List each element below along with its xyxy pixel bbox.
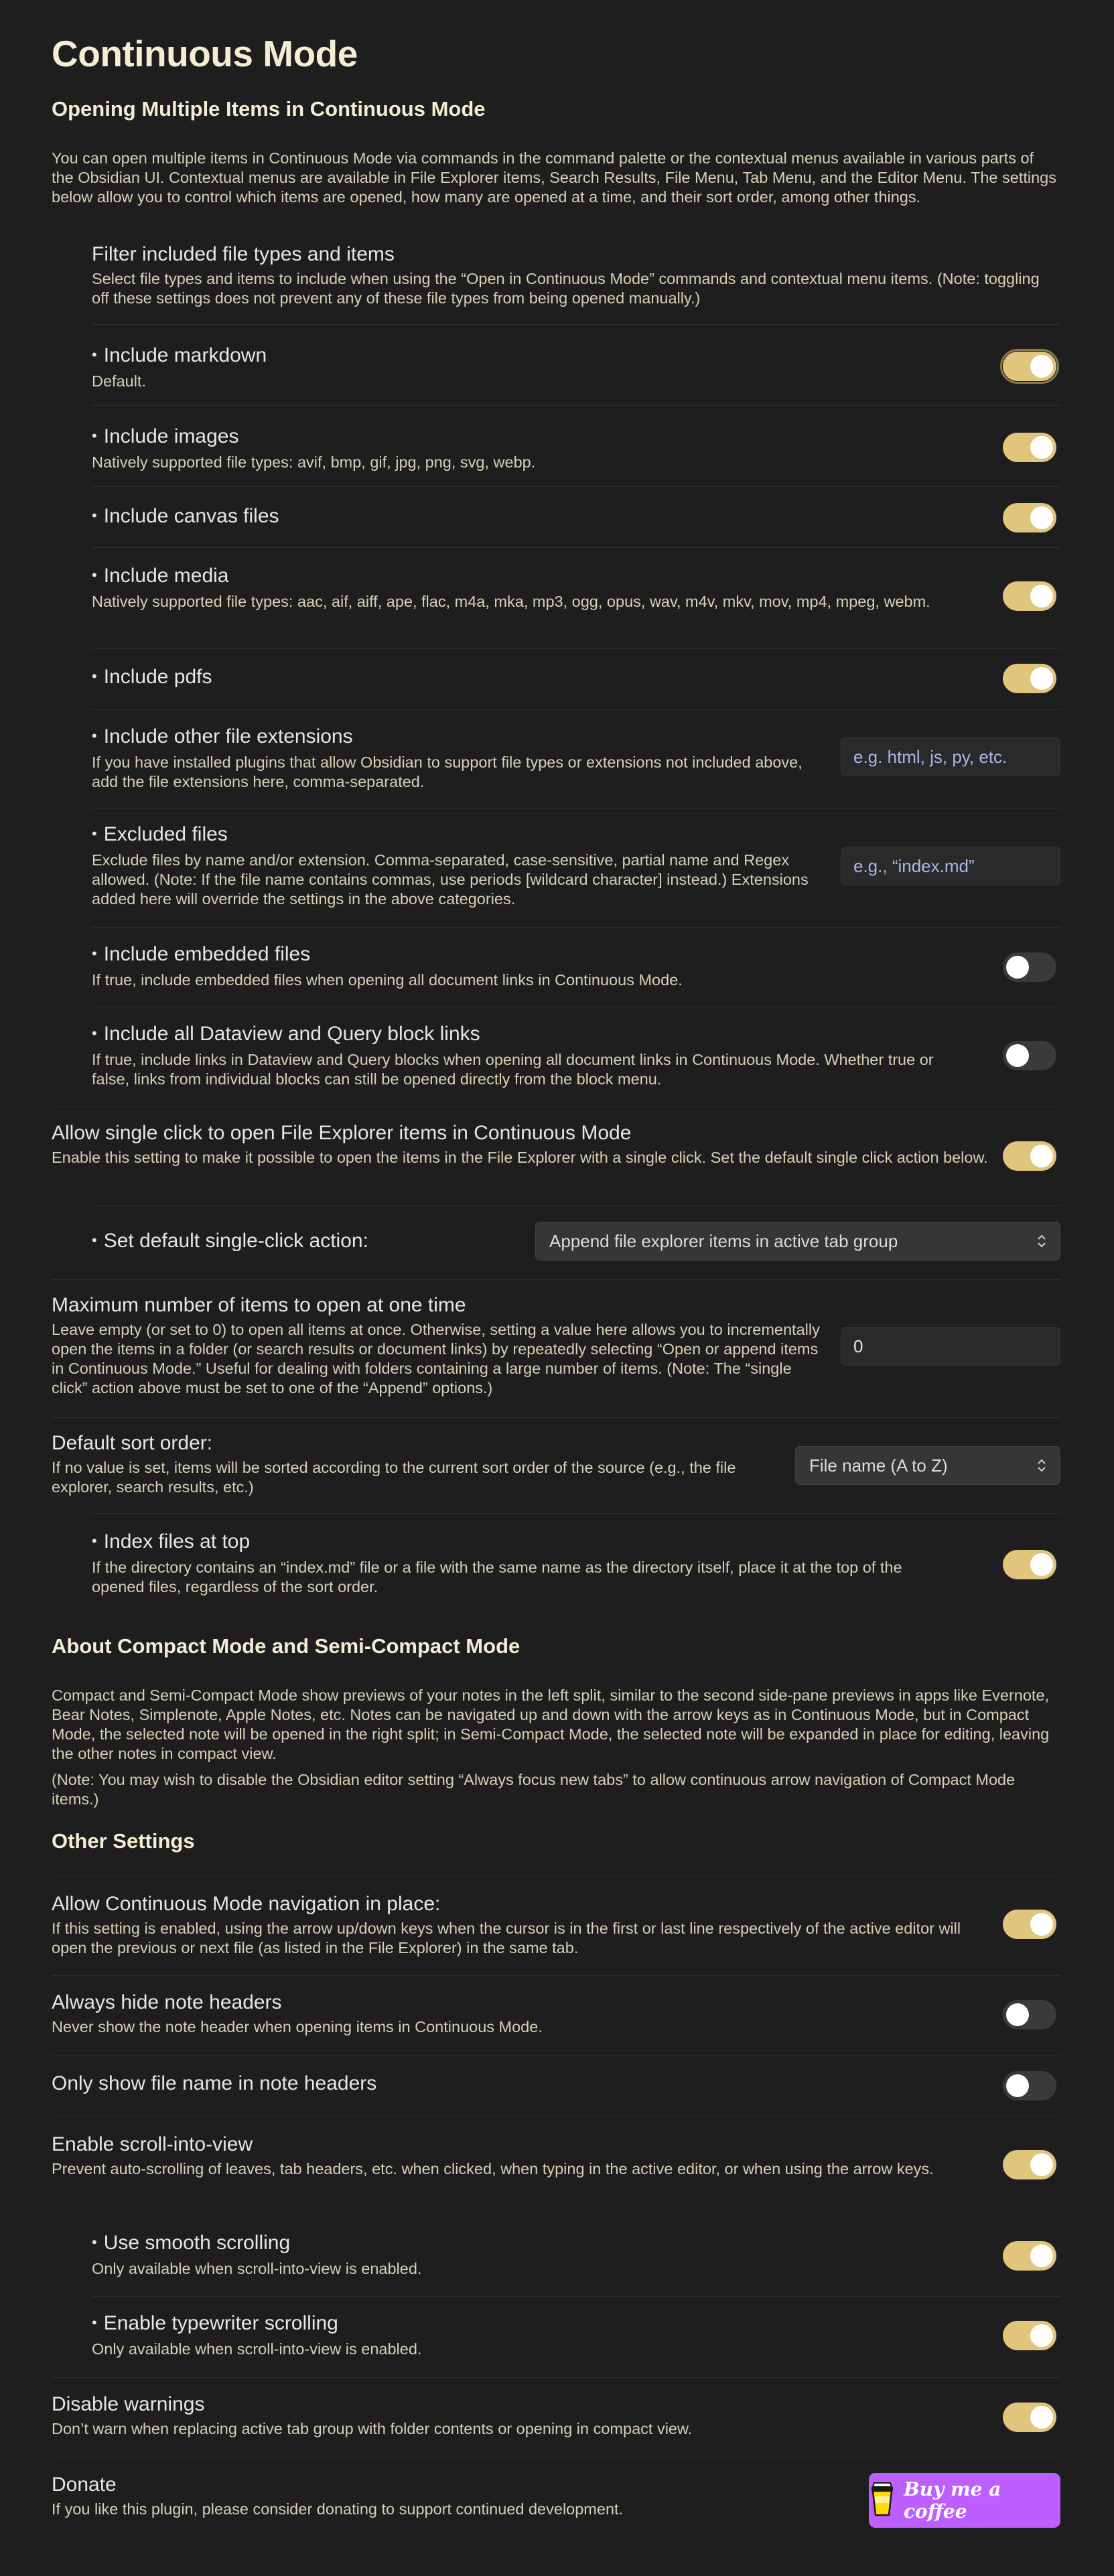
section-intro: You can open multiple items in Continuous Mode via commands in the command palette or the contextual menus available in various parts of the Obsidian UI. Contextual menus are available in File Explorer items, Search Results, File Menu, Tab Menu, and the Editor Menu. The settings below allow you to control which items are opened, how many are opened at a time, and their sort order, among other things. xyxy=(52,149,1056,206)
bullet: • xyxy=(92,727,97,744)
bullet: • xyxy=(92,1532,97,1549)
toggle-knob xyxy=(1030,667,1053,690)
setting-desc: Exclude files by name and/or extension. Comma-separated, case-sensitive, partial name and Regex allowed. (Note: If the file name contains commas, use periods [wildcard character] instead.) Extensions added here will override the settings in the above categories. xyxy=(92,851,809,908)
disable-warnings-toggle[interactable] xyxy=(1003,2403,1056,2432)
setting-name: Always hide note headers xyxy=(52,1991,282,2013)
toggle-knob xyxy=(1030,436,1053,459)
toggle-knob xyxy=(1006,2003,1029,2026)
setting-disable-warnings xyxy=(52,2377,1060,2457)
setting-filter-file-types xyxy=(52,226,1060,313)
setting-nav-in-place xyxy=(52,1875,1060,1975)
bullet: • xyxy=(92,1232,97,1248)
setting-name: Use smooth scrolling xyxy=(103,2232,291,2254)
setting-desc: If the directory contains an “index.md” file or a file with the same name as the directory itself, place it at the top of the opened files, regardless of the sort order. xyxy=(92,1559,902,1595)
setting-name: Default sort order: xyxy=(52,1432,213,1454)
setting-sort-order xyxy=(52,1417,1060,1513)
setting-typewriter-scrolling xyxy=(92,2296,1060,2377)
setting-include-other-extensions xyxy=(92,709,1060,808)
excluded-files-input[interactable] xyxy=(841,847,1060,885)
bullet: • xyxy=(92,346,97,363)
setting-name: Maximum number of items to open at one time xyxy=(52,1294,466,1316)
setting-desc: Natively supported file types: aac, aif, aiff, ape, flac, m4a, mka, mp3, ogg, opus, wav, m4v, mkv, mov, mp4, mpeg, webm. xyxy=(92,593,930,610)
dropdown-value: Append file explorer items in active tab group xyxy=(549,1230,898,1251)
setting-desc: Don’t warn when replacing active tab group with folder contents or opening in compact view. xyxy=(52,2420,693,2437)
setting-name: Include media xyxy=(103,565,229,587)
setting-desc: Leave empty (or set to 0) to open all items at once. Otherwise, setting a value here allows you to incrementally open the items in a folder (or search results or document links) by repeatedly selecting “Open or append items in Continuous Mode.” Useful for dealing with folders containing a large number of items. (Note: The “single click” action above must be set to one of the “Append” options.) xyxy=(52,1321,820,1397)
section-heading-other-settings: Other Settings xyxy=(52,1829,195,1853)
include-markdown-toggle[interactable] xyxy=(1003,352,1056,381)
toggle-knob xyxy=(1006,1044,1029,1067)
setting-index-files-top xyxy=(92,1513,1060,1614)
setting-desc: Only available when scroll-into-view is enabled. xyxy=(92,2340,422,2358)
setting-desc: Never show the note header when opening items in Continuous Mode. xyxy=(52,2018,543,2035)
sort-order-dropdown[interactable] xyxy=(795,1446,1060,1485)
bullet: • xyxy=(92,668,97,685)
page-title: Continuous Mode xyxy=(52,33,358,74)
setting-name: Allow single click to open File Explorer items in Continuous Mode xyxy=(52,1122,632,1144)
max-items-input[interactable] xyxy=(841,1327,1060,1366)
setting-excluded-files xyxy=(92,808,1060,927)
smooth-scrolling-toggle[interactable] xyxy=(1003,2241,1056,2271)
toggle-knob xyxy=(1030,355,1053,378)
toggle-knob xyxy=(1030,1913,1053,1936)
setting-single-click xyxy=(52,1106,1060,1205)
setting-name: Enable typewriter scrolling xyxy=(103,2312,338,2334)
setting-include-canvas xyxy=(92,486,1060,547)
setting-name: Include images xyxy=(103,425,239,447)
include-dataview-toggle[interactable] xyxy=(1003,1041,1056,1070)
setting-name: Filter included file types and items xyxy=(92,243,395,265)
setting-desc: Default. xyxy=(92,372,146,390)
setting-desc: Prevent auto-scrolling of leaves, tab headers, etc. when clicked, when typing in the active editor, or when using the arrow keys. xyxy=(52,2160,934,2177)
toggle-knob xyxy=(1030,2244,1053,2267)
setting-desc: Select file types and items to include when using the “Open in Continuous Mode” commands and contextual menu items. (Note: toggling off these settings does not prevent any of these file types from being opened manually.) xyxy=(92,270,1040,307)
bullet: • xyxy=(92,427,97,444)
setting-name: Include all Dataview and Query block links xyxy=(103,1023,480,1045)
setting-only-file-name xyxy=(52,2055,1060,2116)
setting-name: Disable warnings xyxy=(52,2393,205,2415)
setting-scroll-into-view xyxy=(52,2116,1060,2216)
include-canvas-toggle[interactable] xyxy=(1003,503,1056,532)
setting-name: Include other file extensions xyxy=(103,725,353,747)
setting-desc: If this setting is enabled, using the arrow up/down keys when the cursor is in the first or last line respectively of the active editor will open the previous or next file (as listed in the File Explorer) in the same tab. xyxy=(52,1920,961,1956)
bullet: • xyxy=(92,567,97,583)
setting-name: Enable scroll-into-view xyxy=(52,2133,253,2155)
include-embedded-toggle[interactable] xyxy=(1003,952,1056,982)
chevron-up-down-icon xyxy=(1037,1234,1046,1248)
bullet: • xyxy=(92,2314,97,2331)
setting-name: Index files at top xyxy=(103,1530,251,1553)
setting-include-dataview xyxy=(92,1007,1060,1106)
setting-name: Include embedded files xyxy=(103,943,311,965)
include-images-toggle[interactable] xyxy=(1003,433,1056,462)
default-action-dropdown[interactable] xyxy=(535,1222,1060,1261)
setting-donate xyxy=(52,2457,1060,2545)
other-extensions-input[interactable] xyxy=(841,737,1060,776)
setting-desc: If true, include embedded files when opening all document links in Continuous Mode. xyxy=(92,971,683,989)
bullet: • xyxy=(92,2234,97,2250)
toggle-knob xyxy=(1006,956,1029,979)
setting-desc: If you have installed plugins that allow Obsidian to support file types or extensions not included above, add the file extensions here, comma-separated. xyxy=(92,754,803,790)
setting-default-action xyxy=(92,1205,1060,1279)
dropdown-value: File name (A to Z) xyxy=(809,1455,948,1476)
single-click-toggle[interactable] xyxy=(1003,1141,1056,1171)
include-media-toggle[interactable] xyxy=(1003,581,1056,611)
setting-smooth-scrolling xyxy=(92,2216,1060,2296)
button-label: Buy me a coffee xyxy=(904,2478,1001,2522)
chevron-up-down-icon xyxy=(1037,1458,1046,1473)
scroll-into-view-toggle[interactable] xyxy=(1003,2150,1056,2179)
index-files-top-toggle[interactable] xyxy=(1003,1550,1056,1579)
toggle-knob xyxy=(1030,506,1053,529)
setting-name: Only show file name in note headers xyxy=(52,2072,377,2094)
nav-in-place-toggle[interactable] xyxy=(1003,1910,1056,1939)
bullet: • xyxy=(92,507,97,524)
setting-desc: Only available when scroll-into-view is enabled. xyxy=(92,2260,422,2277)
setting-desc: Natively supported file types: avif, bmp, gif, jpg, png, svg, webp. xyxy=(92,453,536,471)
bullet: • xyxy=(92,945,97,962)
buy-me-a-coffee-button[interactable] xyxy=(869,2473,1060,2528)
toggle-knob xyxy=(1030,2324,1053,2347)
toggle-knob xyxy=(1006,2074,1029,2097)
toggle-knob xyxy=(1030,1145,1053,1167)
setting-name: Include canvas files xyxy=(103,505,279,527)
setting-desc: If no value is set, items will be sorted according to the current sort order of the source (e.g., the file explorer, search results, etc.) xyxy=(52,1459,736,1496)
section-heading-opening-multiple: Opening Multiple Items in Continuous Mode xyxy=(52,97,486,121)
typewriter-scrolling-toggle[interactable] xyxy=(1003,2321,1056,2350)
setting-desc: If true, include links in Dataview and Query blocks when opening all document links in Continuous Mode. Whether true or false, links from individual blocks can still be opened directly from the block menu. xyxy=(92,1051,934,1088)
compact-mode-description: Compact and Semi-Compact Mode show previews of your notes in the left split, similar to the second side-pane previews in apps like Evernote, Bear Notes, Simplenote, Apple Notes, etc. Notes can be navigated up and down with the arrow keys as in Continuous Mode, but in Compact Mode, the selected note will be opened in the right split; in Semi-Compact Mode, the selected note will be expanded in place for editing, leaving the other notes in compact view. xyxy=(52,1687,1050,1762)
setting-include-images xyxy=(92,405,1060,486)
bullet: • xyxy=(92,825,97,842)
setting-desc: If you like this plugin, please consider donating to support continued development. xyxy=(52,2500,624,2518)
setting-name: Donate xyxy=(52,2474,117,2496)
setting-desc: Enable this setting to make it possible to open the items in the File Explorer with a single click. Set the default single click action below. xyxy=(52,1149,988,1166)
setting-max-items xyxy=(52,1279,1060,1417)
compact-mode-note: (Note: You may wish to disable the Obsidian editor setting “Always focus new tabs” to allow continuous arrow navigation of Compact Mode items.) xyxy=(52,1771,1016,1808)
toggle-knob xyxy=(1030,585,1053,607)
include-pdfs-toggle[interactable] xyxy=(1003,664,1056,693)
setting-include-markdown xyxy=(92,324,1060,405)
setting-hide-headers xyxy=(52,1975,1060,2055)
setting-name: Set default single-click action: xyxy=(103,1230,368,1252)
hide-headers-toggle[interactable] xyxy=(1003,2000,1056,2029)
coffee-cup-icon xyxy=(869,2480,896,2521)
setting-name: Allow Continuous Mode navigation in place: xyxy=(52,1893,441,1915)
setting-include-media xyxy=(92,547,1060,648)
section-heading-compact-mode: About Compact Mode and Semi-Compact Mode xyxy=(52,1634,520,1658)
toggle-knob xyxy=(1030,2406,1053,2429)
setting-include-embedded xyxy=(92,927,1060,1007)
bullet: • xyxy=(92,1025,97,1042)
setting-name: Include markdown xyxy=(103,344,267,366)
only-file-name-toggle[interactable] xyxy=(1003,2071,1056,2100)
toggle-knob xyxy=(1030,1553,1053,1576)
setting-name: Include pdfs xyxy=(103,666,212,688)
toggle-knob xyxy=(1030,2153,1053,2176)
setting-include-pdfs xyxy=(92,648,1060,709)
setting-name: Excluded files xyxy=(103,823,228,845)
